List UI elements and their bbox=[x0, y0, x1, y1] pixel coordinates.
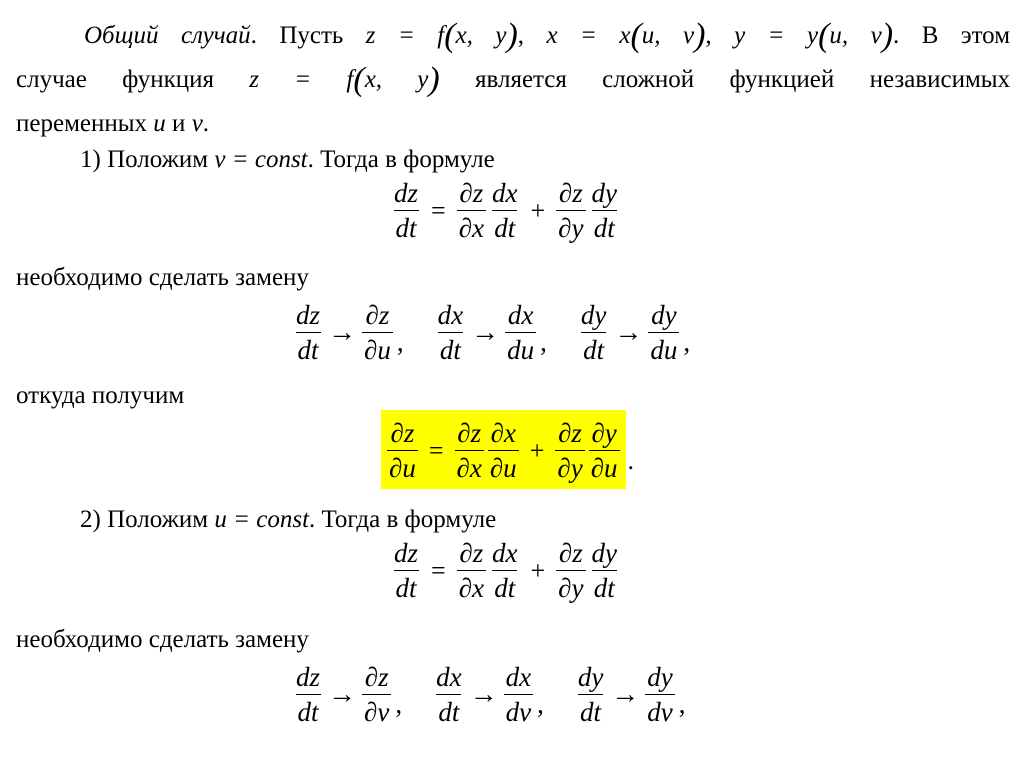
formula-z: z = f(x, y), bbox=[365, 17, 525, 54]
formula-y: y = y(u, v). bbox=[734, 17, 900, 54]
case1-result-formula: $\frac{\partial z}{\partial u}$ = $\frac{\partial z}{\partial x}$ $\frac{\partial x}{\partial u}$ + $\frac{\partial z}{\partial y}$ $\frac{\partial y}{\partial u}$ . bbox=[381, 410, 634, 489]
case1-result-text: откуда получим bbox=[16, 382, 185, 409]
intro-line-3: переменных u и v. bbox=[16, 110, 210, 137]
case1-heading: 1) Положим v = const. Тогда в формуле bbox=[80, 146, 495, 173]
case-title: Общий случай bbox=[84, 22, 251, 49]
case1-chain-rule: $\frac{dz}{dt}$ = $\frac{\partial z}{\partial x}$ $\frac{dx}{dt}$ + $\frac{\partial z}{\partial y}$ $\frac{dy}{dt}$ bbox=[394, 178, 617, 243]
case2-replacements: $\frac{dz}{dt}$ → $\frac{\partial z}{\partial v}$ , $\frac{dx}{dt}$ → $\frac{dx}{dv}$ , $\frac{dy}{dt}$ → $\frac{dy}{dv}$ , bbox=[296, 662, 686, 727]
case1-replace-text: необходимо сделать замену bbox=[16, 264, 309, 291]
case2-replace-text: необходимо сделать замену bbox=[16, 626, 309, 653]
case1-replacements: $\frac{dz}{dt}$ → $\frac{\partial z}{\partial u}$ , $\frac{dx}{dt}$ → $\frac{dx}{du}$ , $\frac{dy}{dt}$ → $\frac{dy}{du}$ , bbox=[296, 300, 691, 365]
word-let: Пусть bbox=[279, 22, 344, 49]
case2-condition: u = const bbox=[214, 506, 310, 533]
case1-condition: v = const bbox=[214, 146, 308, 173]
case2-heading: 2) Положим u = const. Тогда в формуле bbox=[80, 506, 497, 533]
result-highlight: $\frac{\partial z}{\partial u}$ = $\frac{\partial z}{\partial x}$ $\frac{\partial x}{\partial u}$ + $\frac{\partial z}{\partial y}$ $\frac{\partial y}{\partial u}$ bbox=[381, 410, 626, 489]
intro-line-2: случае функция z = f(x, y) является сложной функцией независимых bbox=[16, 61, 1011, 98]
formula-x: x = x(u, v), bbox=[546, 17, 712, 54]
formula-z-2: z = f(x, y) bbox=[249, 61, 440, 98]
intro-tail: В этом bbox=[921, 22, 1011, 49]
intro-line-1: Общий случай. Пусть z = f(x, y), x = x(u, v), y = y(u, v). В этом bbox=[84, 17, 1011, 54]
case2-chain-rule: $\frac{dz}{dt}$ = $\frac{\partial z}{\partial x}$ $\frac{dx}{dt}$ + $\frac{\partial z}{\partial y}$ $\frac{dy}{dt}$ bbox=[394, 538, 617, 603]
